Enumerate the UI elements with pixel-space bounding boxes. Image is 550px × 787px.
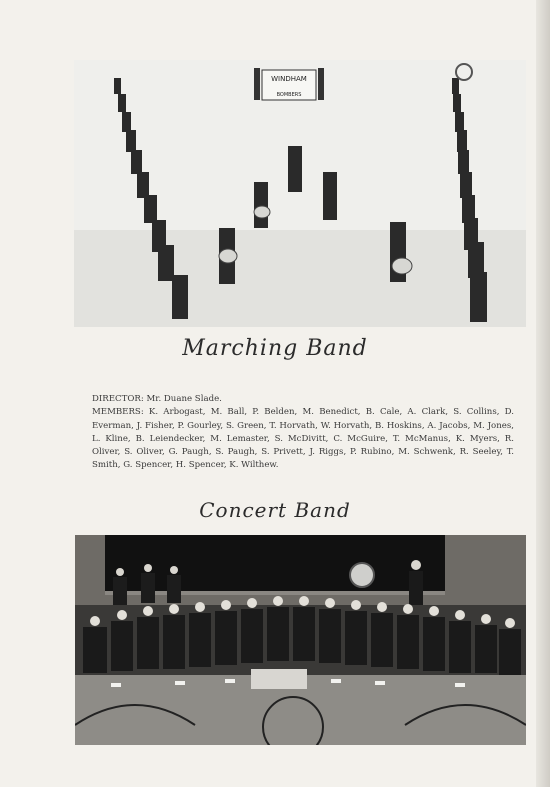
marching-band-caption: Marching Band xyxy=(182,336,368,361)
page-edge xyxy=(536,0,550,787)
members-list: MEMBERS: K. Arbogast, M. Ball, P. Belden, M. Benedict, B. Cale, A. Clark, S. Collins, D. Everman, J. Fisher, P. Gourley, S. Green, T. Horvath, W. Horvath, B. Hoskins, A. Jacobs, M. Jones, L. Kline, B. Leiendecker, M. Lemaster, S. McDivitt, C. McGuire, T. McManus, K. Myers, R. Oliver, S. Oliver, G. Paugh, S. Paugh, S. Privett, J. Riggs, P. Rubino, M. Schwenk, R. Seeley, T. Smith, G. Spencer, H. Spencer, K. Wilthew. xyxy=(92,407,514,471)
concert-band-photo xyxy=(75,535,526,745)
marching-band-photo xyxy=(74,60,526,327)
marching-band-illustration xyxy=(74,60,526,327)
concert-band-illustration xyxy=(75,535,526,745)
banner-bottom-text: BOMBERS xyxy=(276,92,302,98)
concert-band-caption: Concert Band xyxy=(199,498,351,522)
director-line: DIRECTOR: Mr. Duane Slade. xyxy=(92,394,222,404)
roster-text xyxy=(92,393,514,473)
banner-top-text: WINDHAM xyxy=(271,75,307,83)
